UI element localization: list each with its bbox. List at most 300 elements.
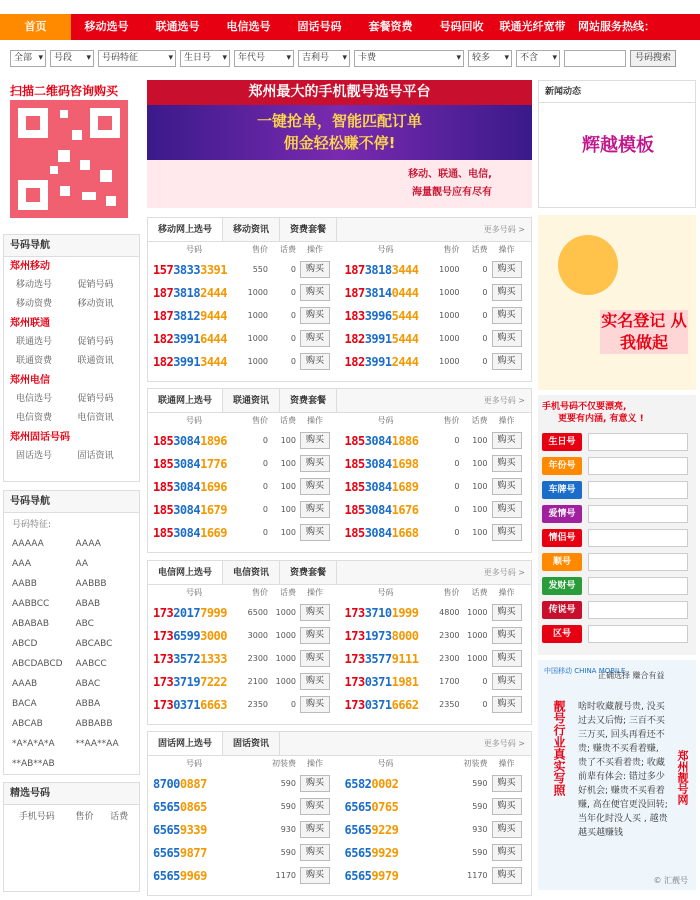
phone-number[interactable] (148, 629, 240, 643)
buy-button[interactable]: 购买 (300, 432, 330, 449)
number-part: 1981 (391, 674, 419, 689)
buy-button[interactable]: 购买 (300, 696, 330, 713)
number-price: 1700 (439, 677, 460, 686)
number-price: 1000 (247, 311, 268, 320)
feature-link[interactable]: ABBABB (75, 719, 113, 729)
number-part: 157 (153, 262, 174, 277)
buy-button[interactable]: 购买 (492, 775, 522, 792)
filter-select-3[interactable]: 生日号 ▾ (180, 50, 230, 67)
buy-button[interactable]: 购买 (492, 604, 522, 621)
nav-link[interactable]: 促销号码 (77, 337, 114, 347)
filter-select-8[interactable]: 不含 ▾ (516, 50, 560, 67)
buy-button[interactable]: 购买 (492, 650, 522, 667)
table-row (148, 452, 531, 475)
number-fee: 1000 (275, 608, 296, 617)
number-part: 3084 (173, 525, 201, 540)
qr-cell (106, 196, 116, 206)
number-price: 0 (454, 459, 460, 468)
number-part: 9877 (179, 845, 207, 860)
number-part: 173 (344, 651, 365, 666)
nav-link[interactable]: 移动资费 (16, 299, 53, 309)
buy-button[interactable]: 购买 (300, 455, 330, 472)
number-part: 3991 (364, 331, 392, 346)
buy-button[interactable]: 购买 (300, 821, 330, 838)
column-header: 售价 (443, 416, 460, 425)
number-part: 182 (344, 354, 365, 369)
buy-button[interactable]: 购买 (492, 867, 522, 884)
number-part: 173 (153, 674, 174, 689)
phone-number[interactable] (148, 777, 240, 791)
filter-select-2[interactable]: 号码特征 ▾ (98, 50, 176, 67)
buy-button[interactable]: 购买 (300, 501, 330, 518)
number-part: 185 (344, 525, 365, 540)
number-part: 0371 (173, 697, 201, 712)
number-part: 185 (153, 525, 174, 540)
buy-button[interactable]: 购买 (300, 307, 330, 324)
qr-cell (26, 188, 40, 202)
number-fee: 100 (472, 482, 488, 491)
qr-cell (82, 192, 96, 200)
number-cell (340, 281, 532, 304)
filter-select-7[interactable]: 较多 ▾ (468, 50, 512, 67)
nav-group-2[interactable]: 郑州电信 (10, 375, 50, 386)
phone-number[interactable] (340, 457, 432, 471)
nav-link[interactable]: 固话选号 (16, 451, 53, 461)
feature-link[interactable]: BACA (12, 699, 37, 709)
nav-link[interactable]: 移动资讯 (77, 299, 114, 309)
news-title: 新闻动态 (539, 81, 695, 103)
table-row (148, 818, 531, 841)
phone-number[interactable] (148, 263, 240, 277)
featured-col-fee: 话费 (110, 812, 129, 822)
filter-bar (0, 47, 700, 69)
number-part: 1973 (364, 628, 392, 643)
column-header-half (340, 242, 532, 258)
phone-number[interactable] (148, 652, 240, 666)
number-cell (148, 670, 340, 693)
number-price: 6500 (247, 608, 268, 617)
search-button[interactable]: 号码搜索 (630, 50, 676, 67)
ad-number-types[interactable] (538, 395, 696, 655)
phone-number[interactable] (340, 526, 432, 540)
buy-button[interactable]: 购买 (492, 673, 522, 690)
number-part: 3572 (173, 651, 201, 666)
more-numbers-link[interactable]: 更多号码 > (483, 396, 525, 405)
phone-number[interactable] (148, 675, 240, 689)
buy-button[interactable]: 购买 (492, 478, 522, 495)
nav-group-links-2 (4, 390, 139, 428)
search-input[interactable] (564, 50, 626, 67)
nav-item-4[interactable]: 固话号码 (297, 20, 342, 33)
phone-number[interactable] (340, 823, 432, 837)
nav-group-1[interactable]: 郑州联通 (10, 318, 50, 329)
number-part: 173 (344, 697, 365, 712)
number-part: 3991 (364, 354, 392, 369)
buy-button[interactable]: 购买 (492, 455, 522, 472)
buy-button[interactable]: 购买 (300, 604, 330, 621)
phone-number[interactable] (340, 606, 432, 620)
phone-number[interactable] (148, 823, 240, 837)
buy-button[interactable]: 购买 (300, 524, 330, 541)
number-price: 590 (280, 802, 296, 811)
column-header: 话费 (471, 416, 488, 425)
banner-title: 郑州最大的手机靓号选号平台 (147, 80, 532, 105)
section-tab-2[interactable]: 资费套餐 (280, 561, 337, 584)
phone-number[interactable] (148, 869, 240, 883)
number-price: 1000 (247, 334, 268, 343)
phone-number[interactable] (340, 309, 432, 323)
number-type-desc (588, 601, 688, 619)
number-price: 1000 (247, 357, 268, 366)
phone-number[interactable] (148, 846, 240, 860)
number-price: 0 (454, 482, 460, 491)
number-part: 6663 (200, 697, 227, 712)
number-nav-title: 号码导航 (4, 235, 139, 257)
buy-button[interactable]: 购买 (300, 867, 330, 884)
number-fee: 100 (280, 482, 296, 491)
phone-number[interactable] (340, 286, 432, 300)
phone-number[interactable] (340, 777, 432, 791)
more-numbers-link[interactable]: 更多号码 > (483, 568, 525, 577)
number-part: 187 (344, 262, 365, 277)
table-row (148, 521, 531, 544)
number-part: 1689 (391, 479, 419, 494)
table-row (148, 647, 531, 670)
number-part: 6565 (153, 799, 180, 814)
buy-button[interactable]: 购买 (492, 353, 522, 370)
number-part: 173 (153, 605, 174, 620)
number-part: 0444 (391, 285, 419, 300)
number-price: 2350 (439, 700, 460, 709)
number-price: 2300 (439, 631, 460, 640)
filter-select-6[interactable]: 卡费 ▾ (354, 50, 464, 67)
column-header: 操作 (307, 245, 323, 254)
nav-link[interactable]: 联通资讯 (77, 356, 114, 366)
nav-link[interactable]: 促销号码 (77, 280, 114, 290)
table-row (148, 258, 531, 281)
feature-link[interactable]: **AB**AB (12, 759, 55, 769)
section-tab-0[interactable]: 固话网上选号 (148, 732, 223, 755)
number-type-tag-3: 爱情号 (542, 505, 582, 523)
ad-real-name[interactable] (538, 215, 696, 390)
feature-link[interactable]: ABCDABCD (12, 659, 63, 669)
nav-link[interactable]: 固话资讯 (77, 451, 114, 461)
number-part: 185 (153, 433, 174, 448)
phone-number[interactable] (148, 606, 240, 620)
number-cell (148, 327, 340, 350)
buy-button[interactable]: 购买 (492, 261, 522, 278)
phone-number[interactable] (340, 355, 432, 369)
banner-bottom (147, 160, 532, 208)
buy-button[interactable]: 购买 (492, 696, 522, 713)
column-header: 售价 (252, 245, 268, 254)
buy-button[interactable]: 购买 (300, 798, 330, 815)
buy-button[interactable]: 购买 (300, 284, 330, 301)
number-cell (148, 350, 340, 373)
section-tab-1[interactable]: 联通资讯 (223, 389, 280, 412)
number-fee: 0 (482, 311, 488, 320)
number-price: 2350 (247, 700, 268, 709)
column-header: 话费 (280, 588, 296, 597)
nav-item-5[interactable]: 套餐资费 (368, 20, 413, 33)
number-part: 6565 (344, 868, 372, 883)
buy-button[interactable]: 购买 (300, 330, 330, 347)
feature-link[interactable]: AABBCC (12, 599, 50, 609)
phone-number[interactable] (340, 434, 432, 448)
number-fee: 100 (280, 436, 296, 445)
nav-link[interactable]: 联通资费 (16, 356, 53, 366)
banner-middle (147, 105, 532, 160)
column-header: 初装费 (272, 759, 296, 768)
feature-link[interactable]: ABAB (75, 599, 101, 609)
ad-poem[interactable] (538, 660, 696, 890)
number-cell (340, 452, 532, 475)
number-part: 5444 (391, 331, 419, 346)
phone-number[interactable] (148, 309, 240, 323)
more-numbers-link[interactable]: 更多号码 > (483, 739, 525, 748)
buy-button[interactable]: 购买 (492, 844, 522, 861)
number-price: 930 (472, 825, 488, 834)
feature-link[interactable]: AAA (12, 559, 31, 569)
number-price: 590 (280, 848, 296, 857)
phone-number[interactable] (148, 355, 240, 369)
qr-cell (50, 166, 58, 174)
feature-link[interactable]: ABC (75, 619, 94, 629)
section-tab-0[interactable]: 电信网上选号 (148, 561, 223, 584)
number-fee: 0 (482, 700, 488, 709)
feature-link[interactable]: **AA**AA (75, 739, 119, 749)
number-type-desc (588, 529, 688, 547)
number-part: 0002 (371, 776, 399, 791)
ad3-vertical-title: 靓号行业真实写照 (552, 700, 566, 796)
number-part: 1333 (200, 651, 227, 666)
section-tab-1[interactable]: 移动资讯 (223, 218, 280, 241)
buy-button[interactable]: 购买 (492, 821, 522, 838)
section-tab-0[interactable]: 移动网上选号 (148, 218, 223, 241)
number-part: 3577 (364, 651, 392, 666)
number-part: 1668 (391, 525, 419, 540)
nav-item-3[interactable]: 电信选号 (226, 20, 271, 33)
number-cell (148, 498, 340, 521)
number-part: 187 (344, 285, 365, 300)
nav-item-0[interactable]: 首页 (0, 14, 71, 40)
buy-button[interactable]: 购买 (492, 284, 522, 301)
table-row (148, 864, 531, 887)
feature-link[interactable]: ABBA (75, 699, 101, 709)
number-cell (340, 864, 532, 887)
buy-button[interactable]: 购买 (492, 798, 522, 815)
phone-number[interactable] (340, 480, 432, 494)
phone-number[interactable] (148, 457, 240, 471)
number-price: 4800 (439, 608, 460, 617)
number-part: 187 (153, 308, 174, 323)
feature-link[interactable]: AABBB (75, 579, 107, 589)
buy-button[interactable]: 购买 (300, 650, 330, 667)
section-tab-2[interactable]: 资费套餐 (280, 218, 337, 241)
phone-number[interactable] (340, 800, 432, 814)
number-part: 3084 (173, 479, 201, 494)
featured-cols (4, 805, 139, 829)
buy-button[interactable]: 购买 (300, 775, 330, 792)
feature-link[interactable]: AAAA (75, 539, 101, 549)
filter-select-5[interactable]: 吉利号 ▾ (298, 50, 350, 67)
buy-button[interactable]: 购买 (300, 627, 330, 644)
phone-number[interactable] (340, 698, 432, 712)
number-price: 0 (262, 436, 268, 445)
number-part: 3996 (364, 308, 392, 323)
buy-button[interactable]: 购买 (492, 524, 522, 541)
number-cell (148, 647, 340, 670)
feature-link[interactable]: ABCAB (12, 719, 43, 729)
column-header: 售价 (443, 245, 460, 254)
number-type-desc (588, 433, 688, 451)
phone-number[interactable] (340, 629, 432, 643)
table-row (148, 772, 531, 795)
number-price: 1170 (467, 871, 488, 880)
ad3-poem: 啥时收藏靓号贵, 没买过去又后悔; 三百不买三万买, 回头再看还不贵; 赚贵不买看着赚, 贵了不买看着贵; 收藏前辈有体会: 错过多少好机会; 赚贵不买看着赚, 高在便官更没回转; 当年化时没人买 , 越贵越买越赚钱 (578, 702, 668, 838)
table-row (148, 304, 531, 327)
phone-number[interactable] (340, 846, 432, 860)
feature-link[interactable]: AAAAA (12, 539, 44, 549)
buy-button[interactable]: 购买 (492, 627, 522, 644)
feature-nav-panel (3, 490, 140, 775)
phone-number[interactable] (148, 286, 240, 300)
number-fee: 100 (472, 528, 488, 537)
number-part: 6582 (344, 776, 372, 791)
table-row (148, 693, 531, 716)
feature-link[interactable]: AABB (12, 579, 37, 589)
nav-item-7[interactable]: 联通光纤宽带 (499, 20, 566, 33)
number-price: 2100 (247, 677, 268, 686)
ad3-side-title: 郑州靓号网 (676, 750, 689, 805)
number-fee: 0 (290, 265, 296, 274)
phone-number[interactable] (340, 263, 432, 277)
phone-number[interactable] (148, 503, 240, 517)
column-header: 操作 (498, 416, 515, 425)
buy-button[interactable]: 购买 (492, 307, 522, 324)
number-part: 3000 (200, 628, 227, 643)
nav-link[interactable]: 电信选号 (16, 394, 53, 404)
china-mobile-logo: 中国移动 CHINA MOBILE (544, 667, 626, 675)
number-price: 3000 (247, 631, 268, 640)
number-cell (340, 772, 532, 795)
number-type-desc (588, 577, 688, 595)
phone-number[interactable] (148, 698, 240, 712)
nav-group-0[interactable]: 郑州移动 (10, 261, 50, 272)
section-tab-1[interactable]: 电信资讯 (223, 561, 280, 584)
column-header: 操作 (498, 759, 515, 768)
nav-link[interactable]: 联通选号 (16, 337, 53, 347)
number-fee: 0 (290, 311, 296, 320)
filter-select-4[interactable]: 年代号 ▾ (234, 50, 294, 67)
phone-number[interactable] (340, 332, 432, 346)
ad3-credit: © 汇靓号 (653, 876, 688, 885)
feature-link[interactable]: AA (75, 559, 89, 569)
ad2-subtitle: 更要有内涵, 有意义 ! (558, 414, 644, 424)
phone-number[interactable] (340, 503, 432, 517)
number-part: 185 (344, 433, 365, 448)
number-cell (148, 258, 340, 281)
buy-button[interactable]: 购买 (300, 478, 330, 495)
main-banner[interactable] (147, 80, 532, 208)
filter-select-0[interactable]: 全部 ▾ (10, 50, 46, 67)
top-nav (0, 14, 700, 40)
buy-button[interactable]: 购买 (300, 353, 330, 370)
number-part: 185 (344, 456, 365, 471)
number-cell (340, 818, 532, 841)
buy-button[interactable]: 购买 (300, 673, 330, 690)
number-part: 8000 (391, 628, 419, 643)
number-part: 182 (153, 354, 174, 369)
feature-link[interactable]: ABCABC (75, 639, 113, 649)
banner-bottom-1: 移动、联通、电信, (408, 169, 492, 180)
table-row (148, 670, 531, 693)
number-part: 3833 (173, 262, 201, 277)
nav-item-1[interactable]: 移动选号 (84, 20, 129, 33)
number-cell (148, 452, 340, 475)
feature-link[interactable]: ABCD (12, 639, 38, 649)
filter-select-1[interactable]: 号段 ▾ (50, 50, 94, 67)
buy-button[interactable]: 购买 (492, 432, 522, 449)
number-part: 3444 (391, 262, 419, 277)
phone-number[interactable] (148, 332, 240, 346)
number-part: 2017 (173, 605, 201, 620)
column-header: 话费 (280, 416, 296, 425)
section-tab-0[interactable]: 联通网上选号 (148, 389, 223, 412)
phone-number[interactable] (148, 526, 240, 540)
feature-link[interactable]: AAAB (12, 679, 38, 689)
buy-button[interactable]: 购买 (492, 330, 522, 347)
feature-link[interactable]: *A*A*A*A (12, 739, 55, 749)
buy-button[interactable]: 购买 (300, 844, 330, 861)
number-cell (340, 795, 532, 818)
number-cell (148, 864, 340, 887)
nav-item-6[interactable]: 号码回收 (439, 20, 484, 33)
phone-number[interactable] (148, 480, 240, 494)
buy-button[interactable]: 购买 (300, 261, 330, 278)
table-row (148, 795, 531, 818)
number-part: 173 (153, 697, 174, 712)
section-tab-2[interactable]: 资费套餐 (280, 389, 337, 412)
feature-link[interactable]: ABAC (75, 679, 101, 689)
qr-cell (60, 110, 68, 118)
nav-link[interactable]: 电信资费 (16, 413, 53, 423)
featured-col-price: 售价 (75, 812, 94, 822)
number-part: 173 (344, 674, 365, 689)
feature-link[interactable]: AABCC (75, 659, 107, 669)
phone-number[interactable] (148, 800, 240, 814)
number-part: 5444 (391, 308, 419, 323)
nav-item-2[interactable]: 联通选号 (155, 20, 200, 33)
nav-link[interactable]: 移动选号 (16, 280, 53, 290)
number-part: 182 (153, 331, 174, 346)
phone-number[interactable] (340, 869, 432, 883)
nav-link[interactable]: 电信资讯 (77, 413, 114, 423)
number-part: 3084 (364, 456, 392, 471)
buy-button[interactable]: 购买 (492, 501, 522, 518)
phone-number[interactable] (340, 675, 432, 689)
number-part: 2444 (391, 354, 419, 369)
nav-link[interactable]: 促销号码 (77, 394, 114, 404)
feature-link[interactable]: ABABAB (12, 619, 49, 629)
qr-cell (100, 170, 112, 182)
phone-number[interactable] (148, 434, 240, 448)
section-tab-1[interactable]: 固话资讯 (223, 732, 280, 755)
phone-number[interactable] (340, 652, 432, 666)
more-numbers-link[interactable]: 更多号码 > (483, 225, 525, 234)
section-column-headers (148, 413, 531, 429)
nav-group-3[interactable]: 郑州固话号码 (10, 432, 70, 443)
